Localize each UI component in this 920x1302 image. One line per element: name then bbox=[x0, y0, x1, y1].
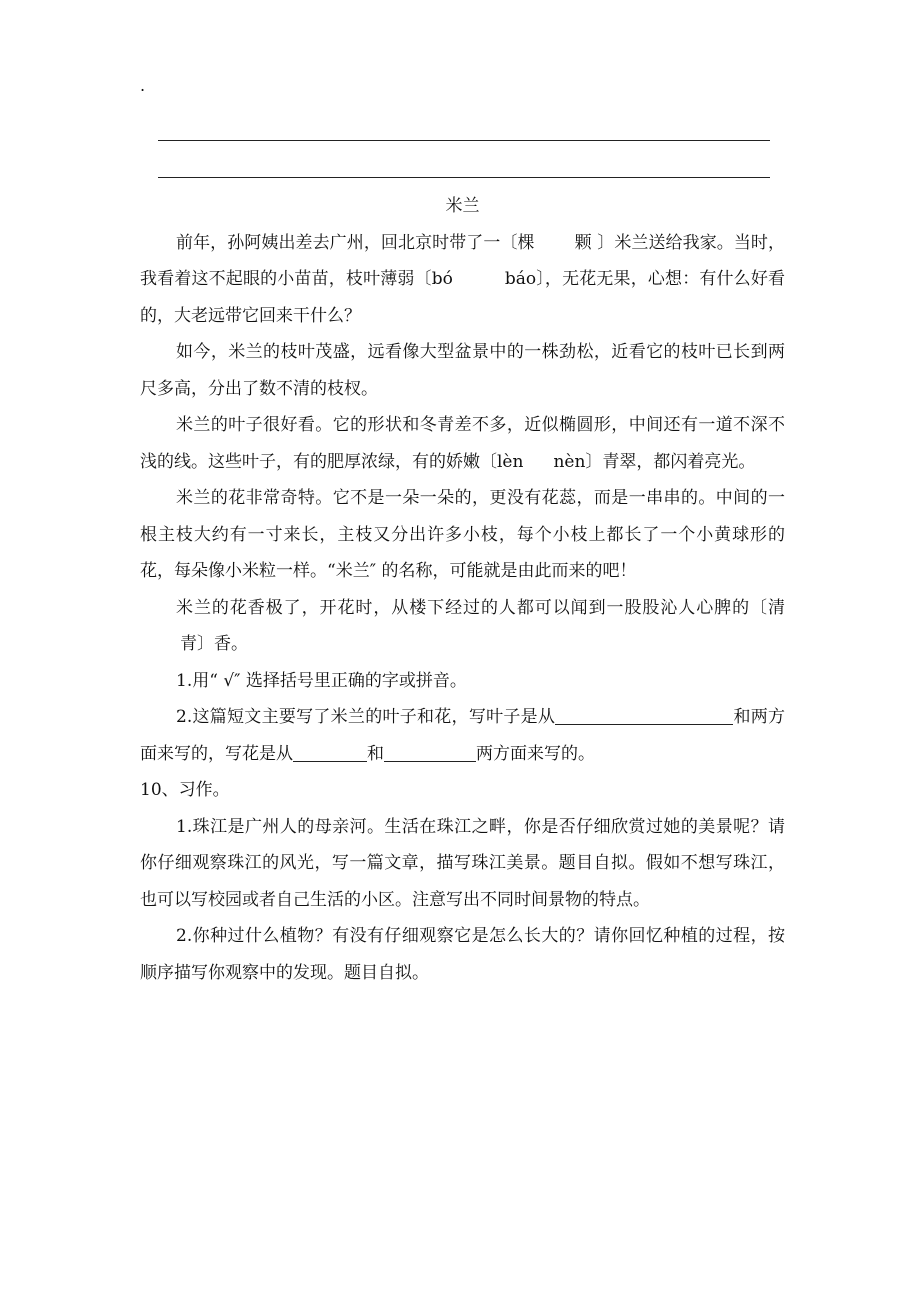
passage-paragraph-1 bbox=[140, 225, 785, 335]
page-dot: . bbox=[140, 76, 146, 95]
q2-text-d: 两方面来写的。 bbox=[476, 743, 595, 764]
composition-item-1: 1.珠江是广州人的母亲河。生活在珠江之畔，你是否仔细欣赏过她的美景呢？请你仔细观察珠江的风光，写一篇文章，描写珠江美景。题目自拟。假如不想写珠江，也可以写校园或者自己生活的小区。注意写出不同时间景物的特点。 bbox=[140, 816, 785, 910]
q2-text-c: 和 bbox=[367, 743, 384, 764]
p5-text-a: 米兰的花香极了，开花时，从楼下经过的人都可以闻到一股股沁人心脾的〔清 bbox=[176, 597, 785, 618]
blank-2[interactable] bbox=[293, 741, 367, 762]
passage-paragraph-4: 米兰的花非常奇特。它不是一朵一朵的，更没有花蕊，而是一串串的。中间的一根主枝大约有一寸来长，主枝又分出许多小枝，每个小枝上都长了一个小黄球形的花，每朵像小米粒一样。“米兰″ 的名称，可能就是由此而来的吧！ bbox=[140, 488, 785, 581]
answer-line-1 bbox=[158, 140, 770, 141]
p3-text-a: 米兰的叶子很好看。它的形状和冬青差不多，近似椭圆形，中间还有一道不深不浅的线。这些叶子，有的肥厚浓绿，有的娇嫩〔lèn bbox=[140, 415, 785, 472]
question-2 bbox=[140, 699, 785, 772]
p1-text-c: báo〕，无花无果，心想：有什么好看的，大老远带它回来干什么？ bbox=[140, 269, 785, 326]
composition-item-2: 2.你种过什么植物？有没有仔细观察它是怎么长大的？请你回忆种植的过程，按顺序描写你观察中的发现。题目自拟。 bbox=[140, 926, 785, 983]
question-1: 1.用“ √″ 选择括号里正确的字或拼音。 bbox=[176, 670, 467, 691]
p3-text-b: nèn〕青翠，都闪着亮光。 bbox=[553, 451, 756, 472]
passage-paragraph-3 bbox=[140, 407, 785, 480]
passage-paragraph-2: 如今，米兰的枝叶茂盛，远看像大型盆景中的一株劲松，近看它的枝叶已长到两尺多高，分出了数不清的枝杈。 bbox=[140, 342, 785, 399]
q2-text-a: 2.这篇短文主要写了米兰的叶子和花，写叶子是从 bbox=[176, 707, 556, 727]
passage-title: 米兰 bbox=[445, 196, 480, 216]
blank-1[interactable] bbox=[555, 704, 733, 725]
p5-text-b: 青〕香。 bbox=[180, 634, 248, 654]
p1-text-b: 颗 〕米兰送给我家。当时，我看着这不起眼的小苗苗，枝叶薄弱〔bó bbox=[140, 232, 786, 289]
p1-text-a: 前年，孙阿姨出差去广州，回北京时带了一〔棵 bbox=[176, 232, 535, 253]
composition-heading: 10、习作。 bbox=[140, 780, 230, 800]
passage-paragraph-5 bbox=[140, 590, 785, 663]
content bbox=[140, 188, 785, 991]
blank-3[interactable] bbox=[384, 741, 476, 762]
q2-text-b: 和两方面来写的，写花是从 bbox=[140, 707, 786, 764]
answer-line-2 bbox=[158, 177, 770, 178]
